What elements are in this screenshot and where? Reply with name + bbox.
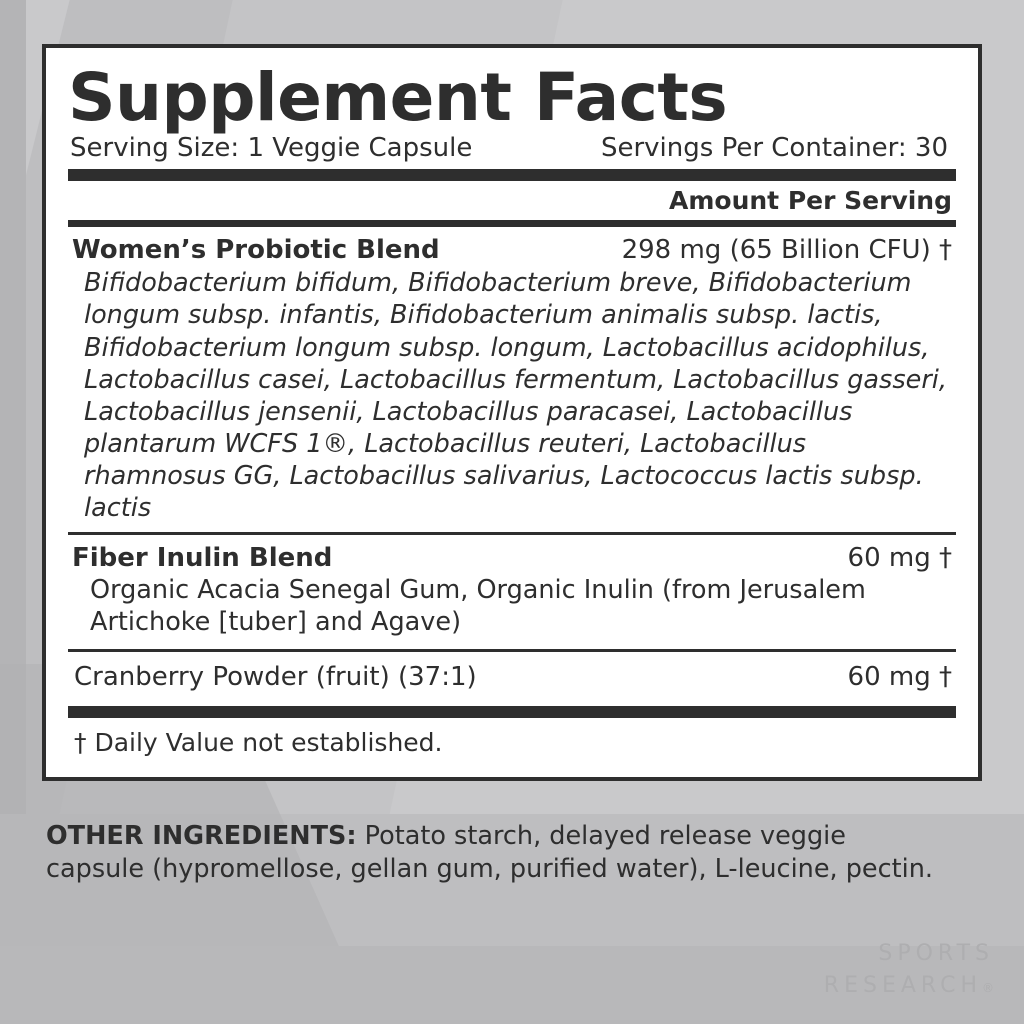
fiber-blend-amount: 60 mg †	[847, 543, 952, 574]
amount-per-serving-header: Amount Per Serving	[669, 186, 952, 216]
table-row	[68, 227, 956, 532]
servings-per-container-text: Servings Per Container: 30	[600, 133, 948, 164]
table-row	[68, 652, 956, 702]
other-ingredients-block	[46, 820, 936, 885]
brand-line-2-wrap	[824, 970, 994, 1002]
table-row	[68, 535, 956, 649]
cranberry-amount: 60 mg †	[847, 662, 952, 693]
probiotic-blend-ingredients: Bifidobacterium bifidum, Bifidobacterium breve, Bifidobacterium longum subsp. infantis, Bifidobacterium animalis subsp. lactis, Bifidobacterium longum subsp. longum, Lactobacillus acidophilus, Lactobacillus casei, Lactobacillus fermentum, Lactobacillus gasseri, Lactobacillus jensenii, Lactobacillus paracasei, Lactobacillus plantarum WCFS 1®, Lactobacillus reuteri, Lactobacillus rhamnosus GG, Lactobacillus salivarius, Lactococcus lactis subsp. lactis	[84, 268, 947, 524]
divider-medium-1	[68, 220, 956, 227]
brand-line-1: SPORTS	[878, 941, 994, 967]
divider-thick-top	[68, 169, 956, 181]
divider-thick-bottom	[68, 706, 956, 718]
other-ingredients-label: OTHER INGREDIENTS:	[46, 821, 357, 851]
fiber-blend-name: Fiber Inulin Blend	[72, 543, 333, 574]
other-ingredients-text: Potato starch, delayed release veggie capsule (hypromellose, gellan gum, purified water), L-leucine, pectin.	[46, 821, 933, 884]
serving-size-text: Serving Size: 1 Veggie Capsule	[70, 133, 473, 164]
probiotic-blend-amount: 298 mg (65 Billion CFU) †	[621, 235, 952, 266]
supplement-facts-panel	[42, 44, 982, 781]
daily-value-footnote: † Daily Value not established.	[74, 728, 443, 758]
brand-logo	[824, 938, 994, 1002]
brand-line-2: RESEARCH	[823, 973, 982, 999]
probiotic-blend-header	[68, 227, 956, 265]
page-title: Supplement Facts	[68, 59, 728, 136]
fiber-blend-ingredients: Organic Acacia Senegal Gum, Organic Inulin (from Jerusalem Artichoke [tuber] and Agave)	[90, 575, 866, 638]
cranberry-name: Cranberry Powder (fruit) (37:1)	[74, 662, 477, 693]
registered-trademark-icon: ®	[982, 981, 994, 996]
fiber-blend-header	[68, 535, 956, 573]
probiotic-blend-name: Women’s Probiotic Blend	[72, 235, 440, 266]
serving-info-row	[68, 133, 956, 163]
